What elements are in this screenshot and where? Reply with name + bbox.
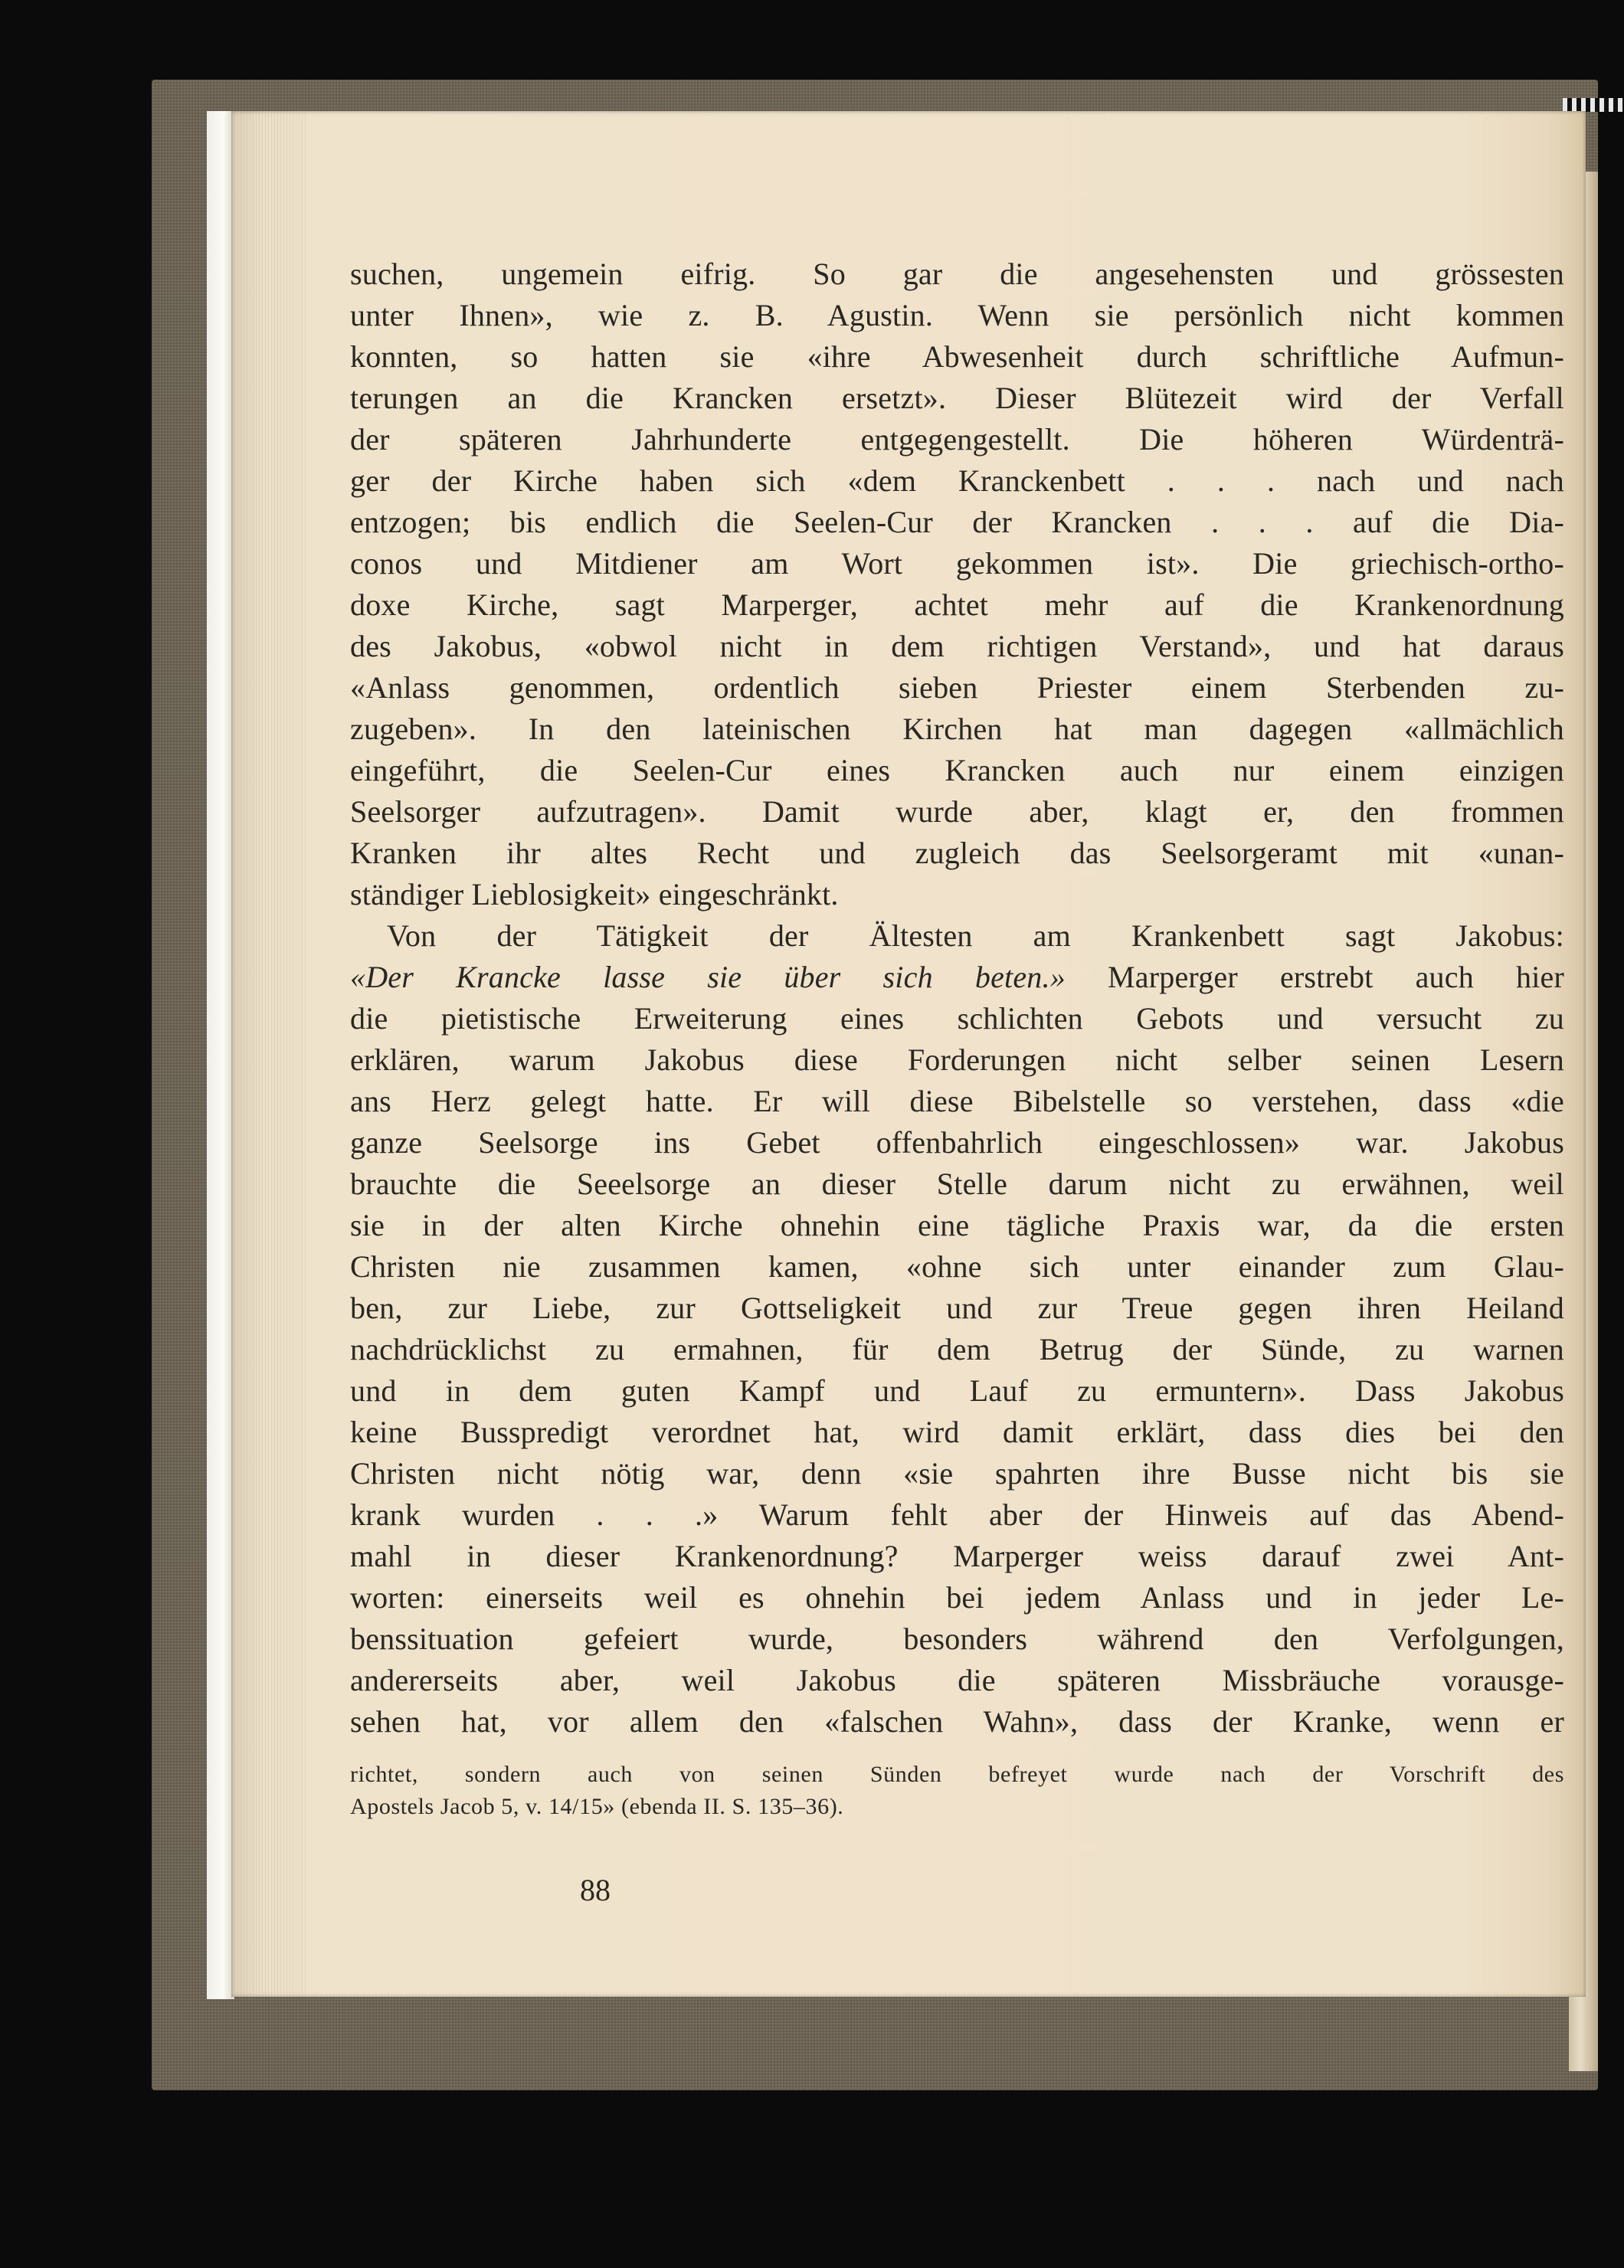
text-line: sie in der alten Kirche ohnehin eine tägliche Praxis war, da die ersten — [350, 1208, 1564, 1242]
text-line: entzogen; bis endlich die Seelen-Cur der Krancken . . . auf die Dia- — [350, 505, 1564, 539]
text-line: zugeben». In den lateinischen Kirchen hat man dagegen «allmächlich — [350, 712, 1564, 746]
text-line: «Anlass genommen, ordentlich sieben Priester einem Sterbenden zu- — [350, 670, 1564, 705]
footnote-line: Apostels Jacob 5, v. 14/15» (ebenda II. S. 135–36). — [350, 1794, 844, 1819]
text-line: mahl in dieser Krankenordnung? Marperger weiss darauf zwei Ant- — [350, 1539, 1564, 1573]
text-line: Von der Tätigkeit der Ältesten am Krankenbett sagt Jakobus: — [387, 918, 1564, 953]
text-line: der späteren Jahrhunderte entgegengestellt. Die höheren Würdenträ- — [350, 422, 1564, 457]
text-line: ständiger Lieblosigkeit» eingeschränkt. — [350, 877, 839, 911]
text-line-with-quote — [350, 957, 1564, 998]
text-line: und in dem guten Kampf und Lauf zu ermuntern». Dass Jakobus — [350, 1373, 1564, 1408]
page-number: 88 — [580, 1873, 611, 1907]
quote-tail: Marperger erstrebt auch hier — [1065, 960, 1564, 994]
text-line: sehen hat, vor allem den «falschen Wahn», dass der Kranke, wenn er — [350, 1704, 1564, 1739]
text-line: eingeführt, die Seelen-Cur eines Krancken auch nur einem einzigen — [350, 753, 1564, 787]
text-line: terungen an die Krancken ersetzt». Dieser Blütezeit wird der Verfall — [350, 381, 1564, 415]
text-line: keine Busspredigt verordnet hat, wird damit erklärt, dass dies bei den — [350, 1415, 1564, 1449]
text-line: ganze Seelsorge ins Gebet offenbahrlich eingeschlossen» war. Jakobus — [350, 1125, 1564, 1160]
text-line: die pietistische Erweiterung eines schlichten Gebots und versucht zu — [350, 1001, 1564, 1036]
text-line: conos und Mitdiener am Wort gekommen ist». Die griechisch-ortho- — [350, 546, 1564, 581]
text-line: konnten, so hatten sie «ihre Abwesenheit durch schriftliche Aufmun- — [350, 339, 1564, 374]
text-line: Christen nicht nötig war, denn «sie spahrten ihre Busse nicht bis sie — [350, 1456, 1564, 1491]
text-line: erklären, warum Jakobus diese Forderungen nicht selber seinen Lesern — [350, 1042, 1564, 1077]
text-line: des Jakobus, «obwol nicht in dem richtigen Verstand», und hat daraus — [350, 629, 1564, 663]
text-line: brauchte die Seeelsorge an dieser Stelle darum nicht zu erwähnen, weil — [350, 1167, 1564, 1201]
text-line: ben, zur Liebe, zur Gottseligkeit und zur Treue gegen ihren Heiland — [350, 1291, 1564, 1325]
text-line: worten: einerseits weil es ohnehin bei jedem Anlass und in jeder Le- — [350, 1580, 1564, 1615]
text-line: unter Ihnen», wie z. B. Agustin. Wenn sie persönlich nicht kommen — [350, 298, 1564, 332]
text-line: Seelsorger aufzutragen». Damit wurde aber, klagt er, den frommen — [350, 794, 1564, 829]
footnote — [350, 1759, 1564, 1823]
text-line: doxe Kirche, sagt Marperger, achtet mehr auf die Krankenordnung — [350, 587, 1564, 622]
text-line: ans Herz gelegt hatte. Er will diese Bibelstelle so verstehen, dass «die — [350, 1084, 1564, 1118]
italic-quote: «Der Krancke lasse sie über sich beten.» — [350, 960, 1066, 994]
body-text — [350, 254, 1564, 1743]
scan-ruler-mark — [1563, 98, 1624, 112]
text-line: ger der Kirche haben sich «dem Kranckenbett . . . nach und nach — [350, 463, 1564, 498]
page-stack-edge — [207, 111, 234, 1999]
text-line: andererseits aber, weil Jakobus die späteren Missbräuche vorausge- — [350, 1663, 1564, 1697]
text-line: benssituation gefeiert wurde, besonders während den Verfolgungen, — [350, 1622, 1564, 1656]
text-line: suchen, ungemein eifrig. So gar die angesehensten und grössesten — [350, 257, 1564, 291]
text-line: Christen nie zusammen kamen, «ohne sich unter einander zum Glau- — [350, 1249, 1564, 1284]
text-line: nachdrücklichst zu ermahnen, für dem Betrug der Sünde, zu warnen — [350, 1332, 1564, 1366]
text-line: krank wurden . . .» Warum fehlt aber der Hinweis auf das Abend- — [350, 1497, 1564, 1532]
text-line: Kranken ihr altes Recht und zugleich das Seelsorgeramt mit «unan- — [350, 836, 1564, 870]
footnote-line: richtet, sondern auch von seinen Sünden befreyet wurde nach der Vorschrift des — [350, 1762, 1564, 1787]
